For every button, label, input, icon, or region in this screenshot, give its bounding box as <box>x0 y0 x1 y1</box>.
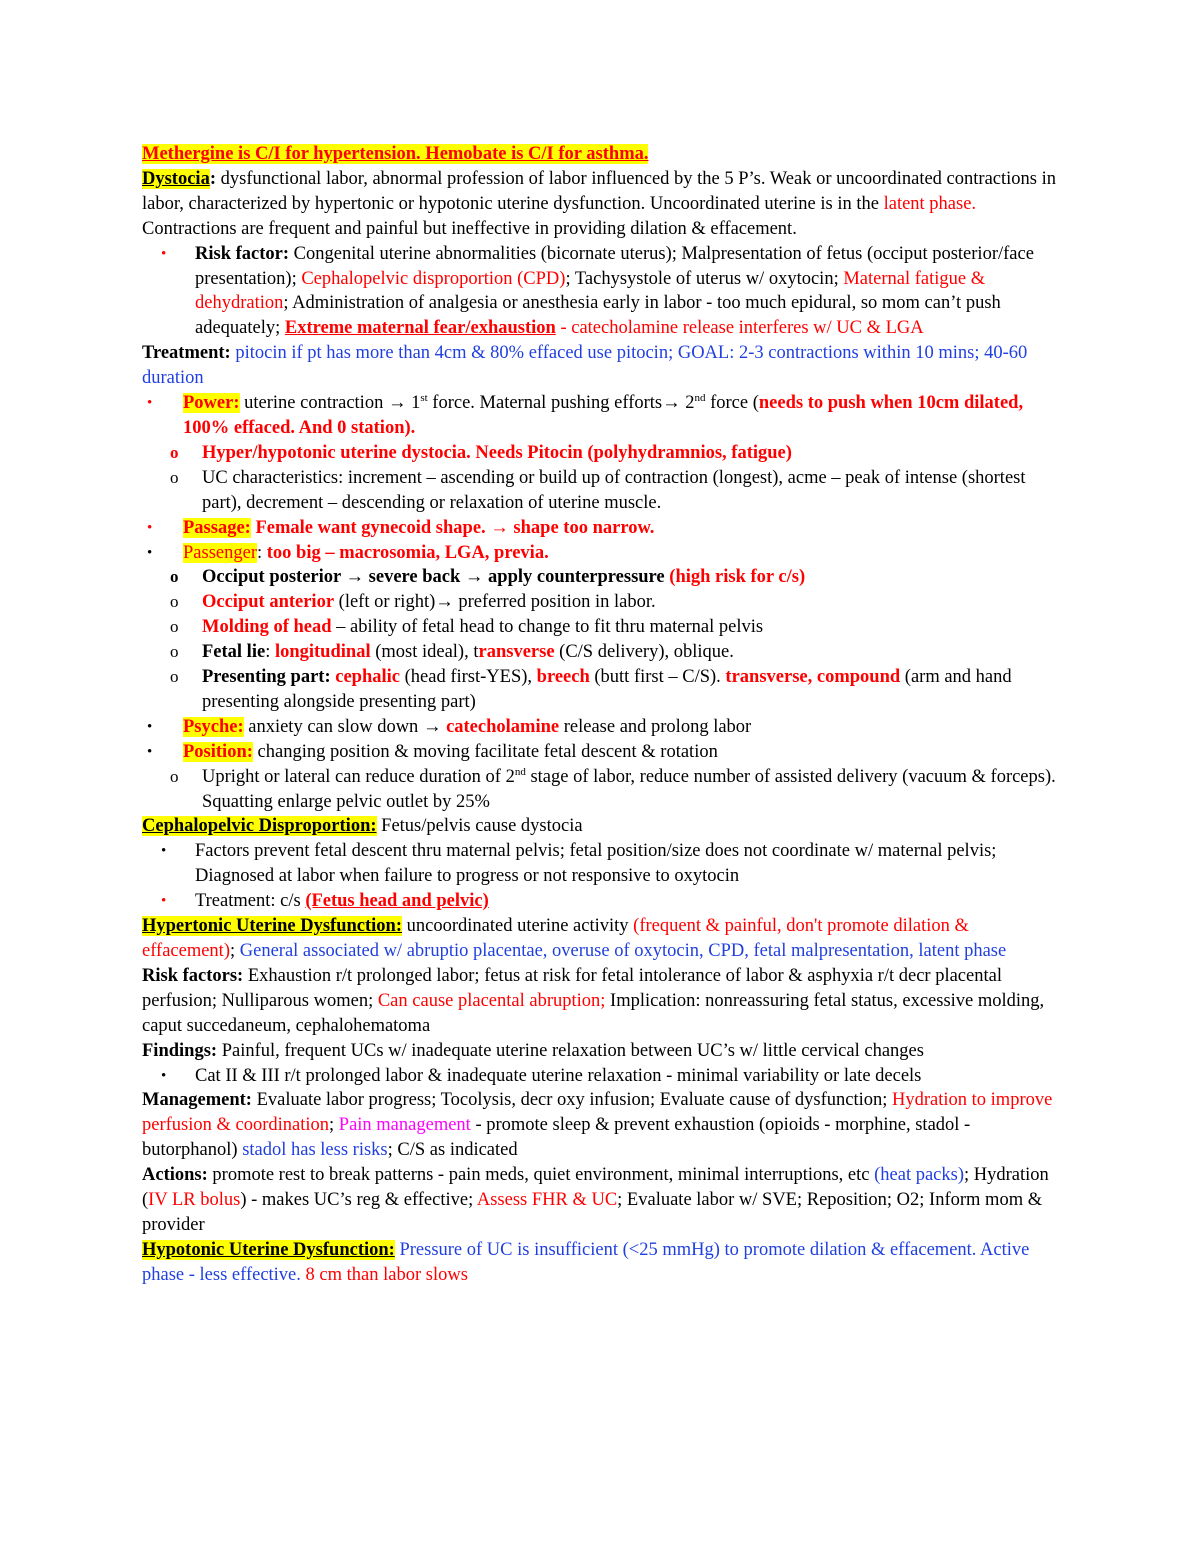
cpd-item: • Factors prevent fetal descent thru maternal pelvis; fetal position/size does not coordinate w/ maternal pelvis; Diagnosed at labor when failure to progress or not responsive to oxytocin <box>161 841 997 887</box>
psyche-item: • Psyche: anxiety can slow down → catecholamine release and prolong labor <box>142 715 1062 740</box>
cpd-item: • Treatment: c/s (Fetus head and pelvic) <box>142 889 1062 914</box>
cpd-label: Cephalopelvic Disproportion: <box>142 816 377 837</box>
cpd-paragraph: Cephalopelvic Disproportion: Fetus/pelvis cause dystocia <box>142 816 583 837</box>
position-subitem: o Upright or lateral can reduce duration of 2nd stage of labor, reduce number of assisted delivery (vacuum & forceps). Squatting enlarge pelvic outlet by 25% <box>170 765 1056 812</box>
passenger-subitem: o Presenting part: cephalic (head first-YES), breech (butt first – C/S). transverse, compound (arm and hand presenting alongside presenting part) <box>170 667 1012 712</box>
bullet-icon: • <box>147 519 153 536</box>
circle-bullet-icon: o <box>170 592 179 612</box>
passenger-subitem: o Occiput anterior (left or right)→ preferred position in labor. <box>142 590 1062 615</box>
hypotonic-label: Hypotonic Uterine Dysfunction: <box>142 1239 395 1260</box>
arrow-right-icon: → <box>435 592 454 613</box>
passenger-subitem: o Fetal lie: longitudinal (most ideal), transverse (C/S delivery), oblique. <box>142 640 1062 665</box>
arrow-right-icon: → <box>387 393 407 414</box>
dystocia-label: Dystocia <box>142 168 210 189</box>
treatment-paragraph: Treatment: pitocin if pt has more than 4cm & 80% effaced use pitocin; GOAL: 2-3 contractions within 10 mins; 40-60 duration <box>142 343 1028 389</box>
bullet-icon: • <box>161 1067 167 1084</box>
power-item: • Power: uterine contraction → 1st force. Maternal pushing efforts→ 2nd force (needs to push when 10cm dilated, 100% effaced. And 0 station). <box>147 391 1024 438</box>
circle-bullet-icon: o <box>170 442 179 462</box>
latent-phase: latent phase. <box>883 193 977 214</box>
position-item: • Position: changing position & moving facilitate fetal descent & rotation <box>142 740 1062 765</box>
findings-paragraph: Findings: Painful, frequent UCs w/ inadequate uterine relaxation between UC’s w/ little cervical changes <box>142 1040 924 1061</box>
findings-item: • Cat II & III r/t prolonged labor & inadequate uterine relaxation - minimal variability or late decels <box>142 1064 1062 1089</box>
hypertonic-label: Hypertonic Uterine Dysfunction: <box>142 916 402 937</box>
passenger-subitem: o Occiput posterior → severe back → apply counterpressure (high risk for c/s) <box>142 565 1062 590</box>
arrow-right-icon: → <box>490 517 509 538</box>
arrow-right-icon: → <box>422 716 442 737</box>
treatment-label: Treatment: <box>142 343 231 364</box>
actions-paragraph: Actions: promote rest to break patterns - pain meds, quiet environment, minimal interruptions, etc (heat packs); Hydration (IV LR bolus) - makes UC’s reg & effective; Assess FHR & UC; Evaluate labor w/ SVE; Reposition; O2; Inform mom & provider <box>142 1165 1049 1235</box>
hypertonic-paragraph: Hypertonic Uterine Dysfunction: uncoordinated uterine activity (frequent & painful, don't promote dilation & effacement); General associated w/ abruptio placentae, overuse of oxytocin, CPD, fetal malpresentation, latent phase <box>142 916 1007 961</box>
dystocia-paragraph: Dystocia: dysfunctional labor, abnormal profession of labor influenced by the 5 P’s. Weak or uncoordinated contractions in labor, characterized by hypertonic or hypotonic uterine dysfunction. Uncoordinated uterine is in the latent phase. Contractions are frequent and painful but ineffective in providing dilation & effacement. <box>142 168 1056 239</box>
power-subitem: o Hyper/hypotonic uterine dystocia. Needs Pitocin (polyhydramnios, fatigue) <box>142 441 1062 466</box>
power-subitem: o UC characteristics: increment – ascending or build up of contraction (longest), acme – peak of intense (shortest part), decrement – descending or relaxation of uterine muscle. <box>170 467 1026 513</box>
passenger-item: • Passenger: too big – macrosomia, LGA, previa. <box>142 541 1062 566</box>
arrow-right-icon: → <box>464 567 484 588</box>
header-line <box>142 142 1062 167</box>
circle-bullet-icon: o <box>170 667 179 687</box>
circle-bullet-icon: o <box>170 642 179 662</box>
bullet-icon: • <box>147 743 153 760</box>
arrow-right-icon: → <box>662 393 681 414</box>
circle-bullet-icon: o <box>170 467 179 487</box>
document-page <box>142 142 1062 1288</box>
hypotonic-paragraph: Hypotonic Uterine Dysfunction: Pressure of UC is insufficient (<25 mmHg) to promote dilation & effacement. Active phase - less effective. 8 cm than labor slows <box>142 1239 1030 1285</box>
bullet-icon: • <box>147 395 153 412</box>
bullet-icon: • <box>161 245 167 262</box>
management-paragraph: Management: Evaluate labor progress; Tocolysis, decr oxy infusion; Evaluate cause of dysfunction; Hydration to improve perfusion & coordination; Pain management - promote sleep & prevent exhaustion (opioids - morphine, stadol - butorphanol) stadol has less risks; C/S as indicated <box>142 1090 1053 1161</box>
page-title: Methergine is C/I for hypertension. Hemobate is C/I for asthma. <box>142 144 649 164</box>
circle-bullet-icon: o <box>170 567 179 587</box>
bullet-icon: • <box>147 544 153 561</box>
bullet-icon: • <box>161 893 167 910</box>
arrow-right-icon: → <box>345 567 365 588</box>
passage-item: • Passage: Female want gynecoid shape. → shape too narrow. <box>142 516 1062 541</box>
risk-factors-paragraph: Risk factors: Exhaustion r/t prolonged labor; fetus at risk for fetal intolerance of labor & asphyxia r/t decr placental perfusion; Nulliparous women; Can cause placental abruption; Implication: nonreassuring fetal status, excessive molding, caput succedaneum, cephalohematoma <box>142 965 1045 1036</box>
bullet-icon: • <box>161 843 167 860</box>
circle-bullet-icon: o <box>170 617 179 637</box>
circle-bullet-icon: o <box>170 766 179 786</box>
risk-factor-item: • Risk factor: Congenital uterine abnormalities (bicornate uterus); Malpresentation of fetus (occiput posterior/face presentation); Cephalopelvic disproportion (CPD); Tachysystole of uterus w/ oxytocin; Maternal fatigue & dehydration; Administration of analgesia or anesthesia early in labor - too much epidural, so mom can’t push adequately; Extreme maternal fear/exhaustion - catecholamine release interferes w/ UC & LGA <box>161 243 1034 339</box>
passenger-subitem: o Molding of head – ability of fetal head to change to fit thru maternal pelvis <box>142 615 1062 640</box>
bullet-icon: • <box>147 718 153 735</box>
